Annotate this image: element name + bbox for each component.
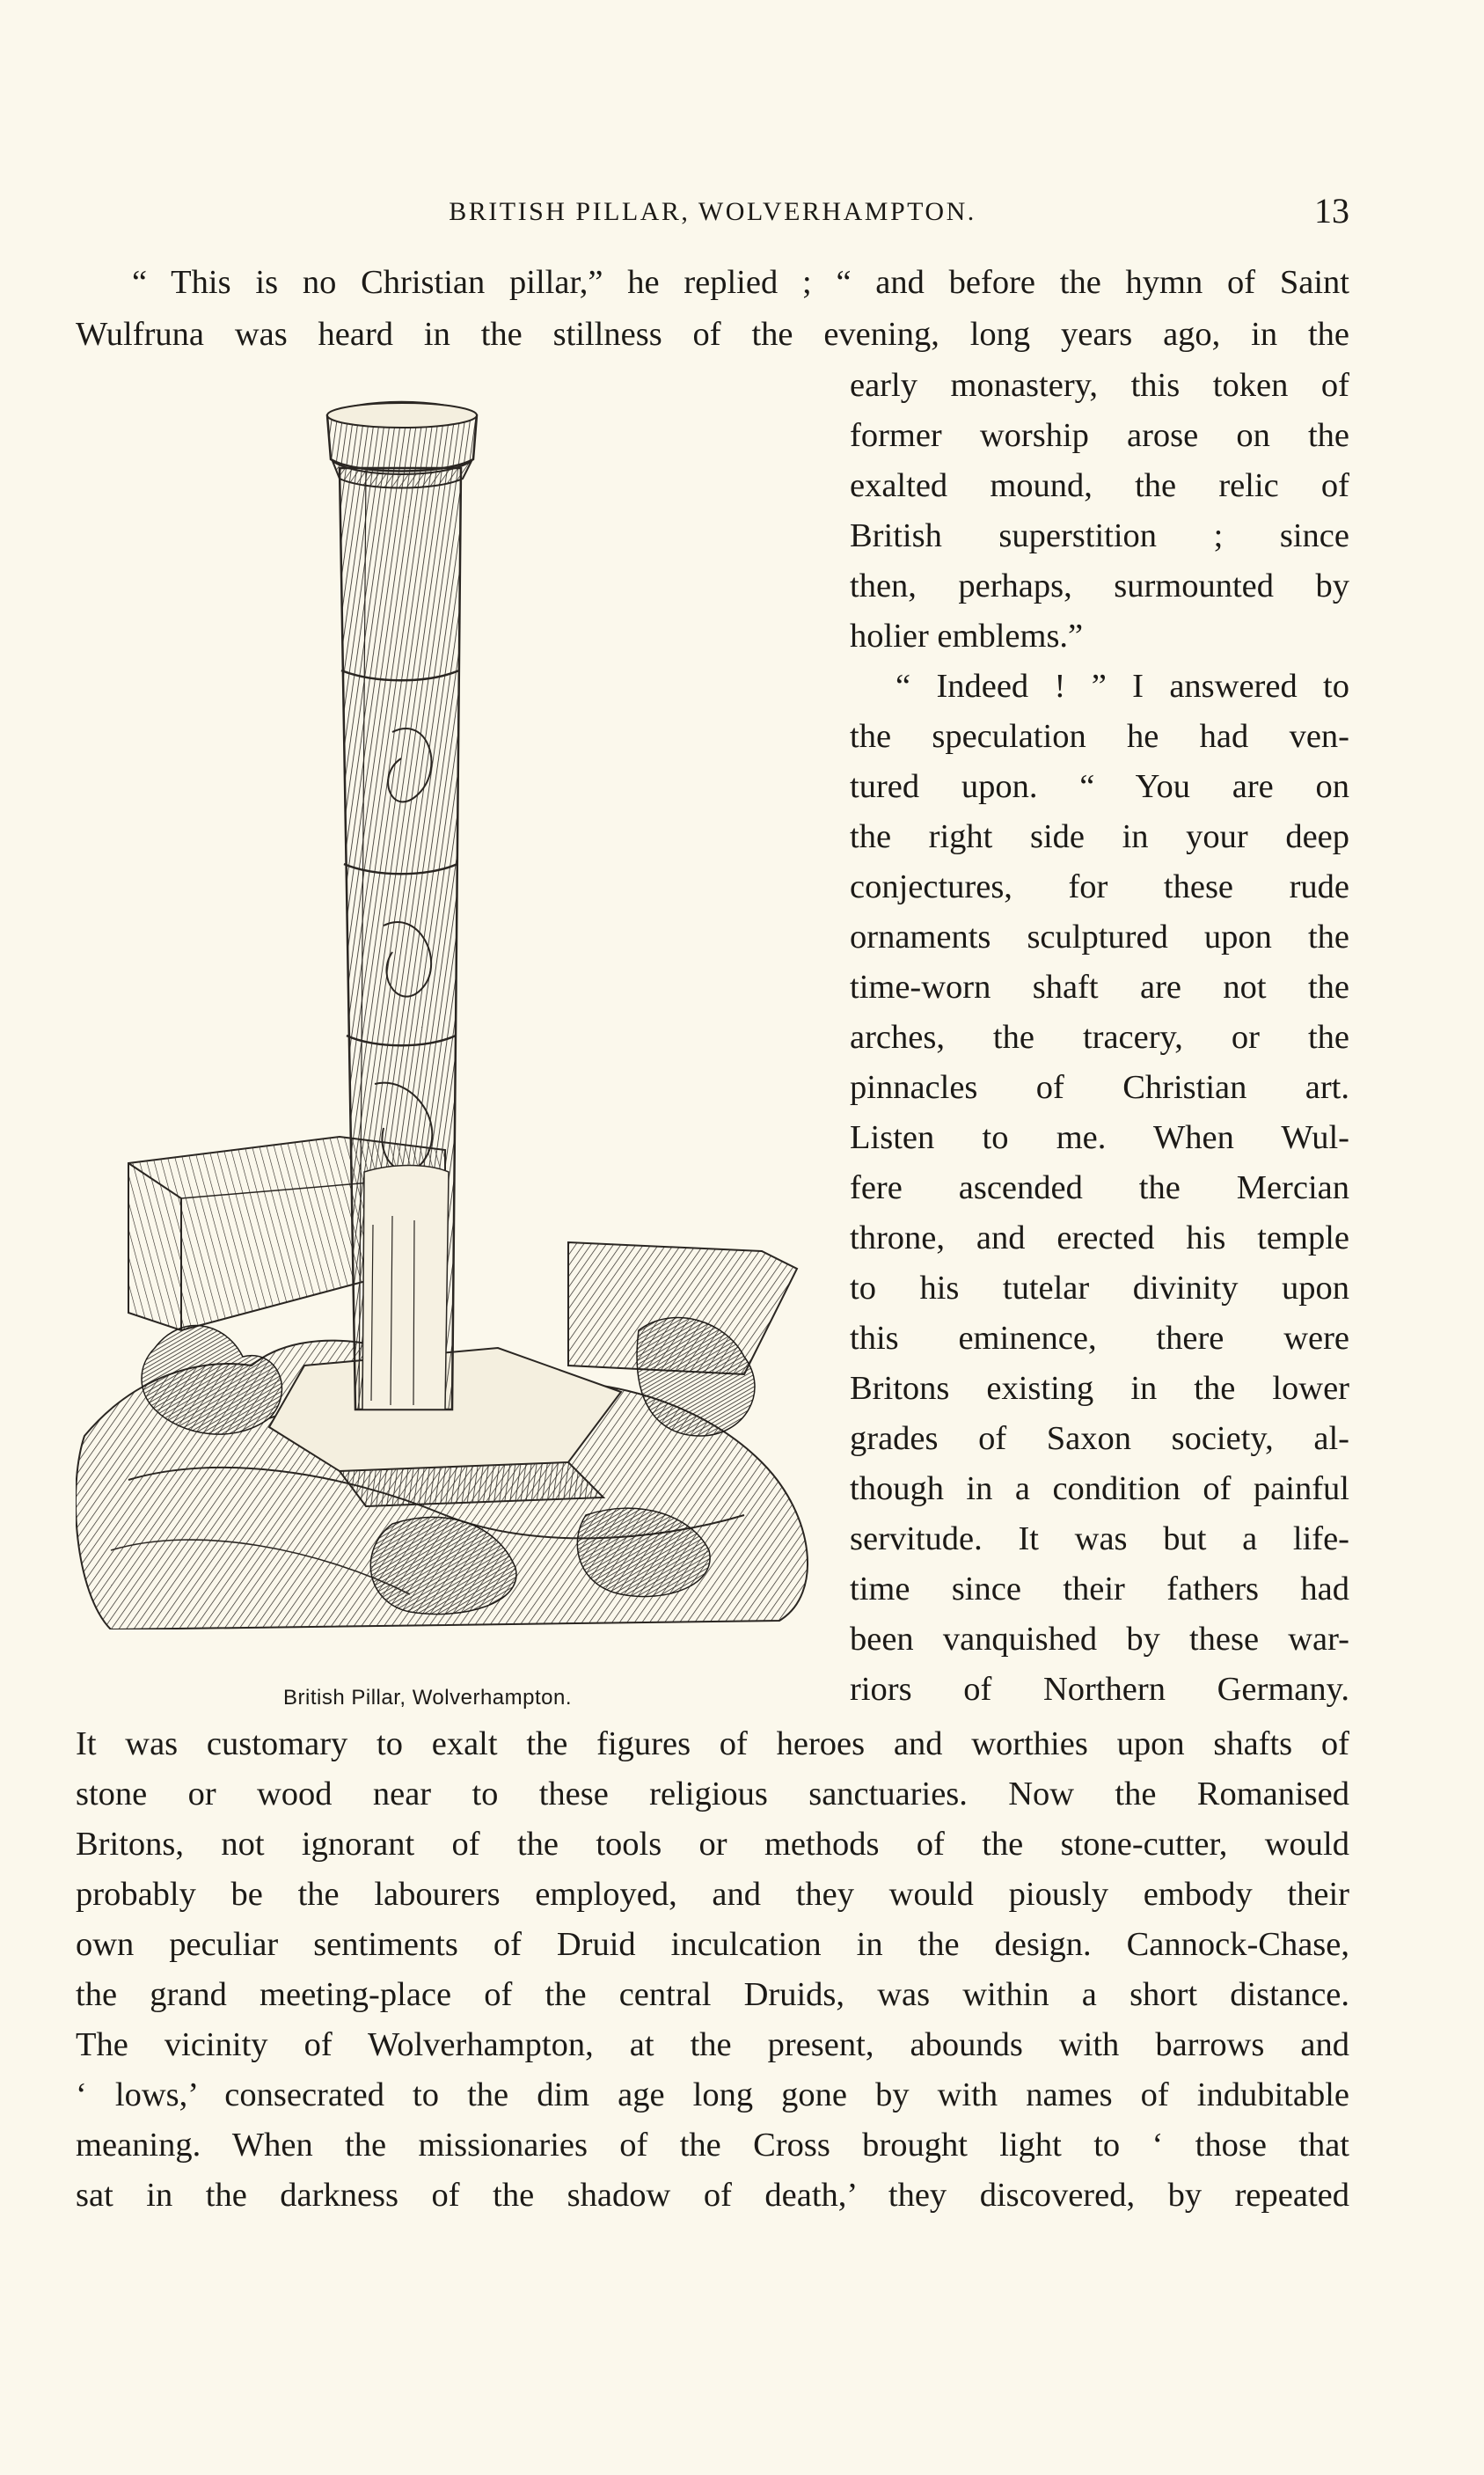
text-line: Wulfruna was heard in the stillness of the evening, long years ago, in the xyxy=(76,316,1349,353)
text-line: Listen to me. When Wul- xyxy=(850,1119,1349,1156)
text-line: early monastery, this token of xyxy=(850,367,1349,404)
running-head: BRITISH PILLAR, WOLVERHAMPTON. xyxy=(449,197,976,226)
text-line: the right side in your deep xyxy=(850,818,1349,855)
text-line: meaning. When the missionaries of the Cross brought light to ‘ those that xyxy=(76,2127,1349,2164)
page-number: 13 xyxy=(1314,191,1349,231)
text-line: to his tutelar divinity upon xyxy=(850,1270,1349,1307)
text-line: exalted mound, the relic of xyxy=(850,467,1349,504)
text-line: pinnacles of Christian art. xyxy=(850,1069,1349,1106)
text-line: time since their fathers had xyxy=(850,1571,1349,1607)
text-line: this eminence, there were xyxy=(850,1320,1349,1357)
text-line: “ Indeed ! ” I answered to xyxy=(896,668,1349,705)
text-line: arches, the tracery, or the xyxy=(850,1019,1349,1056)
text-line: fere ascended the Mercian xyxy=(850,1169,1349,1206)
figure-caption: British Pillar, Wolverhampton. xyxy=(283,1686,573,1710)
text-line: the grand meeting-place of the central Druids, was within a short distance. xyxy=(76,1976,1349,2013)
text-line: “ This is no Christian pillar,” he replied ; “ and before the hymn of Saint xyxy=(132,264,1349,301)
text-line: former worship arose on the xyxy=(850,417,1349,454)
text-line: conjectures, for these rude xyxy=(850,868,1349,905)
text-line: grades of Saxon society, al- xyxy=(850,1420,1349,1457)
text-line: sat in the darkness of the shadow of death,’ they discovered, by repeated xyxy=(76,2177,1349,2214)
text-line: Britons, not ignorant of the tools or methods of the stone-cutter, would xyxy=(76,1826,1349,1863)
text-line: stone or wood near to these religious sanctuaries. Now the Romanised xyxy=(76,1776,1349,1812)
text-line: the speculation he had ven- xyxy=(850,718,1349,755)
text-line: tured upon. “ You are on xyxy=(850,768,1349,805)
text-line: ornaments sculptured upon the xyxy=(850,919,1349,956)
text-line: ‘ lows,’ consecrated to the dim age long gone by with names of indubitable xyxy=(76,2076,1349,2113)
text-line: Britons existing in the lower xyxy=(850,1370,1349,1407)
text-line: holier emblems.” xyxy=(850,618,1084,655)
text-line: probably be the labourers employed, and they would piously embody their xyxy=(76,1876,1349,1913)
text-line: own peculiar sentiments of Druid inculcation in the design. Cannock-Chase, xyxy=(76,1926,1349,1963)
text-line: been vanquished by these war- xyxy=(850,1621,1349,1658)
text-line: servitude. It was but a life- xyxy=(850,1520,1349,1557)
text-line: British superstition ; since xyxy=(850,517,1349,554)
text-line: then, perhaps, surmounted by xyxy=(850,567,1349,604)
text-line: throne, and erected his temple xyxy=(850,1219,1349,1256)
text-line: though in a condition of painful xyxy=(850,1470,1349,1507)
page-header xyxy=(76,187,1349,239)
text-line: It was customary to exalt the figures of heroes and worthies upon shafts of xyxy=(76,1725,1349,1762)
text-line: The vicinity of Wolverhampton, at the present, abounds with barrows and xyxy=(76,2026,1349,2063)
text-line: riors of Northern Germany. xyxy=(850,1671,1349,1708)
pillar-engraving xyxy=(76,380,832,1629)
illustration-british-pillar xyxy=(76,380,832,1629)
text-line: time-worn shaft are not the xyxy=(850,969,1349,1006)
